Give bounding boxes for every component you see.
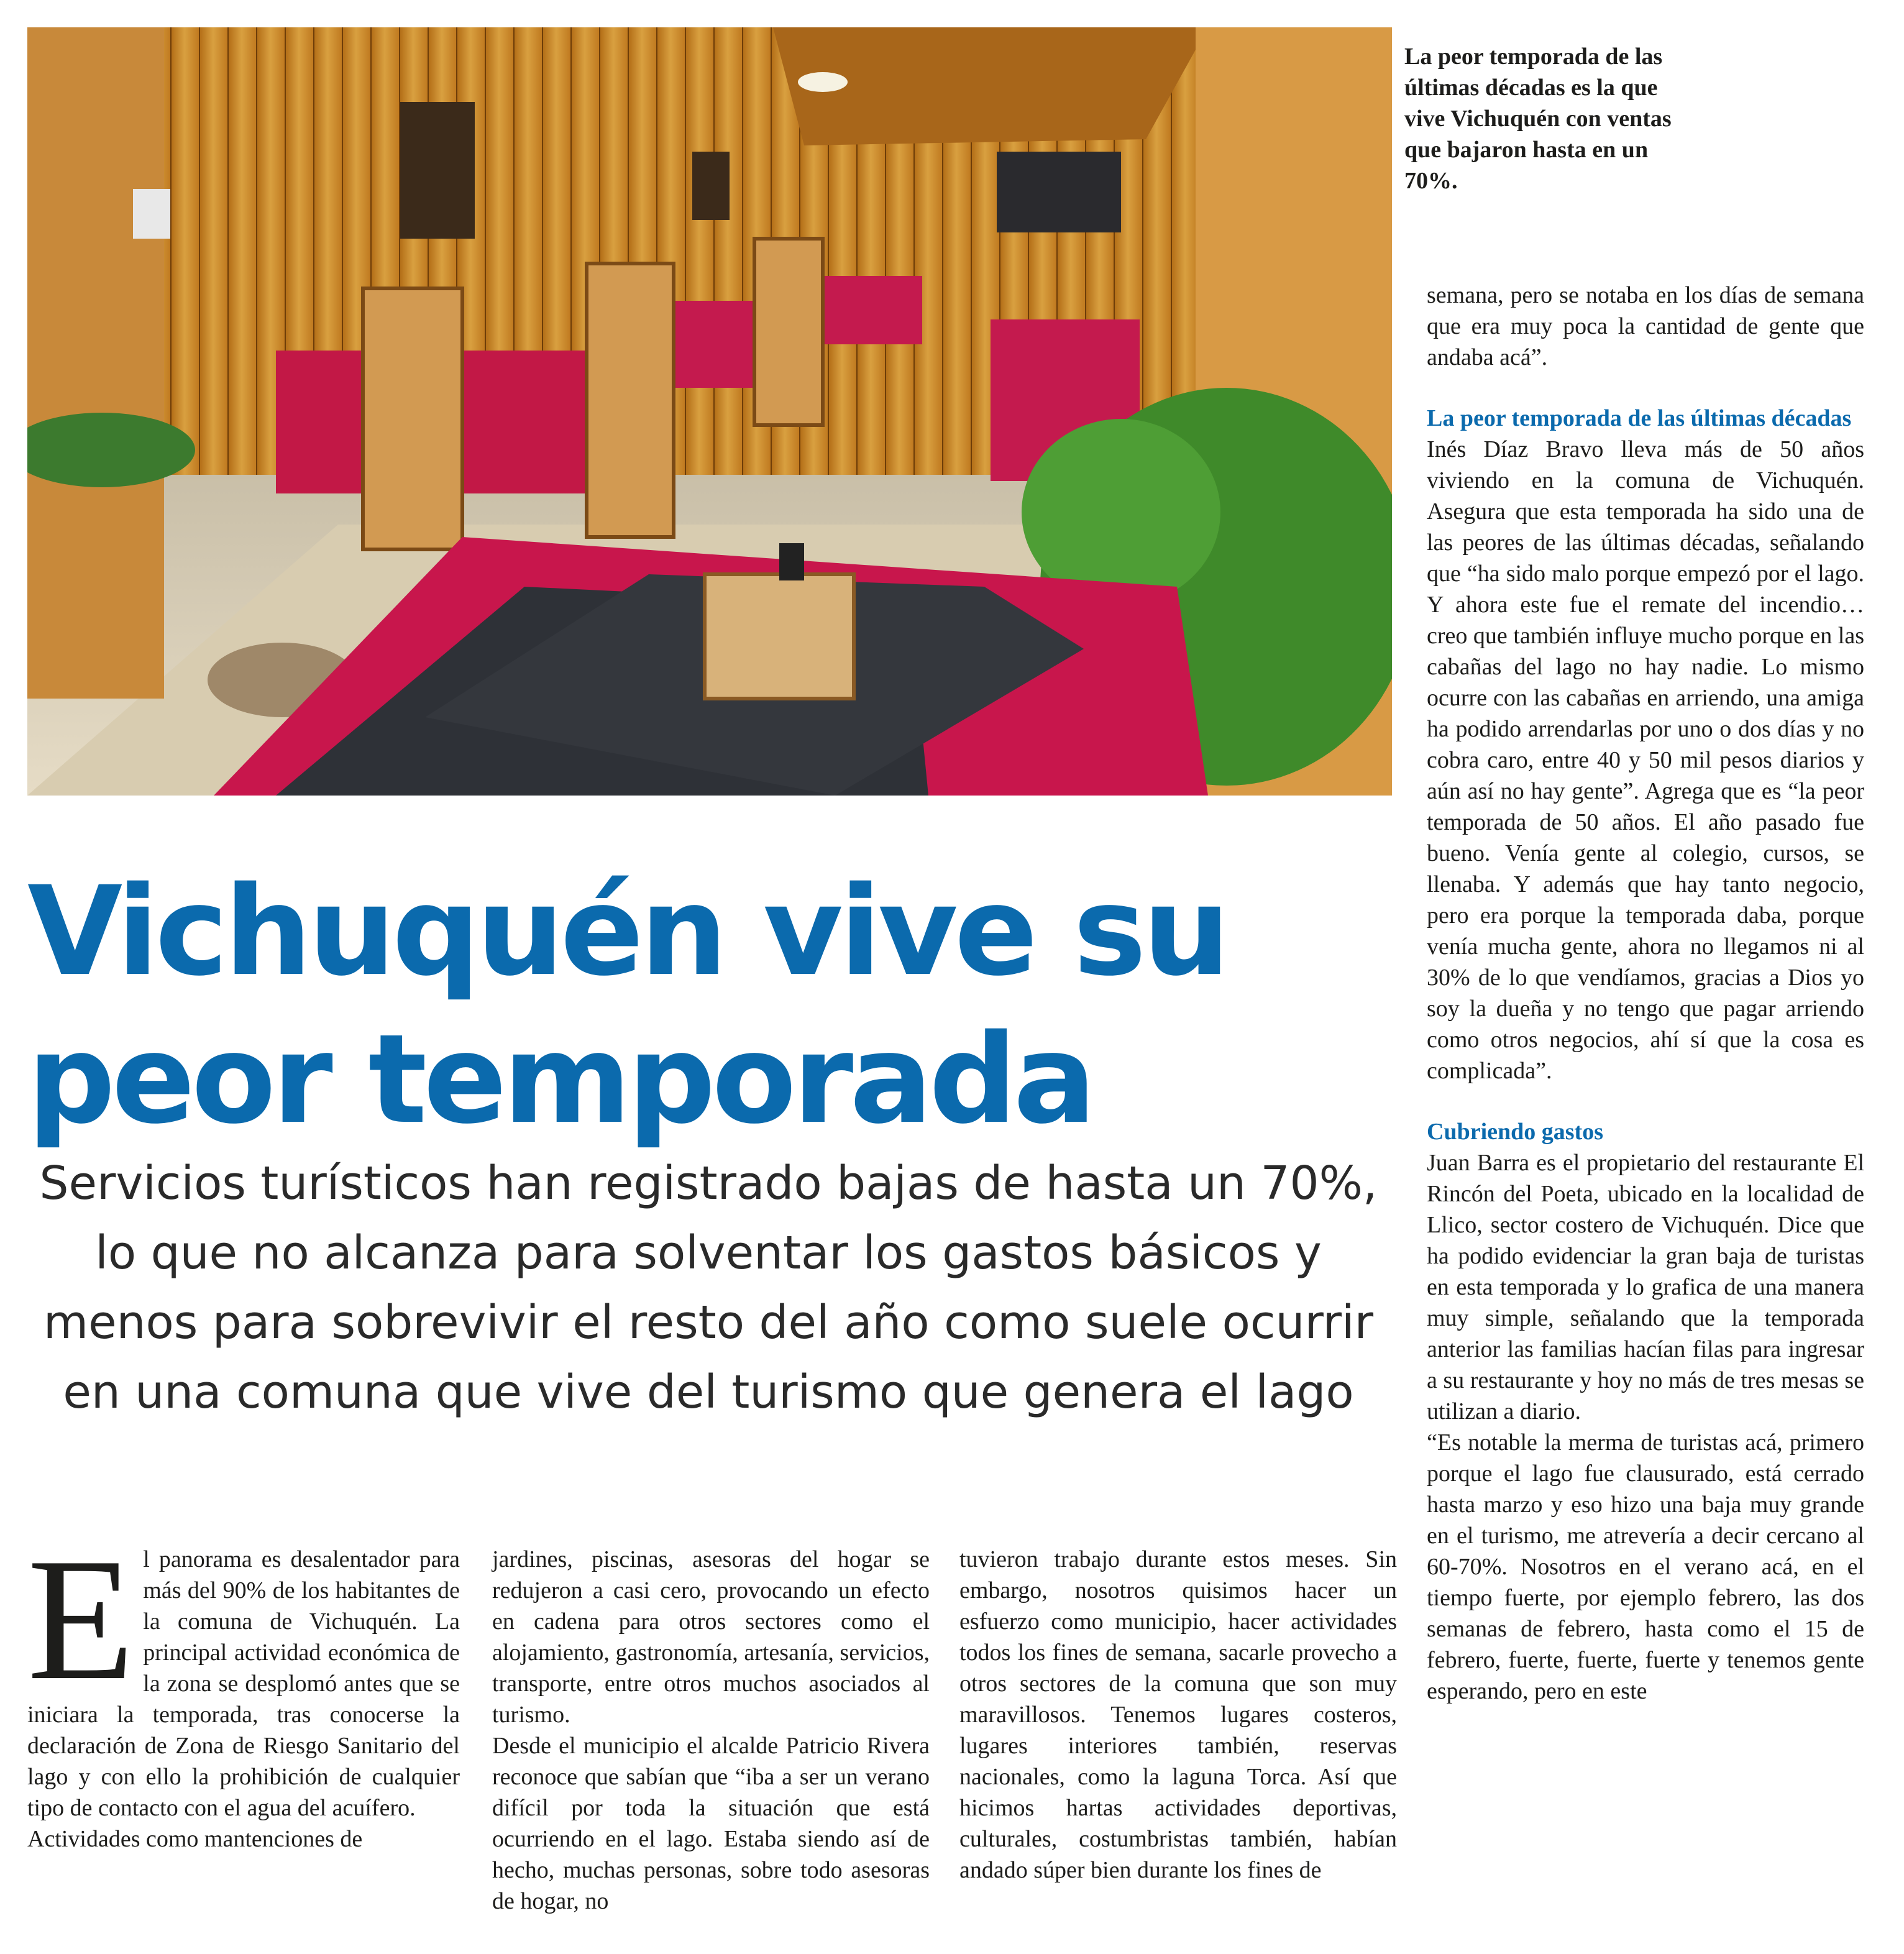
article-paragraph: semana, pero se notaba en los días de semana que era muy poca la cantidad de gente que andaba acá”.	[1427, 282, 1864, 370]
article-paragraph	[27, 1522, 460, 1823]
subheadline: Servicios turísticos han registrado bajas de hasta un 70%, lo que no alcanza para solventar los gastos básicos y menos para sobrevivir el resto del año como suele ocurrir en una comuna que vive del turismo que genera el lago	[39, 1157, 1378, 1419]
headline	[27, 858, 1332, 1154]
drop-cap: E	[27, 1522, 135, 1716]
article-column-3	[959, 1544, 1397, 1886]
section-subheading: La peor temporada de las últimas décadas	[1427, 405, 1852, 431]
article-column-2	[492, 1544, 930, 1917]
headline-line-2: peor temporada	[27, 1007, 1093, 1151]
article-paragraph: Desde el municipio el alcalde Patricio Rivera reconoce que sabían que “iba a ser un verano difícil por toda la situación que está ocurriendo en el lago. Estaba siendo así de hecho, muchas personas, sobre todo asesoras de hogar, no	[492, 1733, 930, 1914]
section-subheading: Cubriendo gastos	[1427, 1119, 1603, 1145]
photo-caption: La peor temporada de las últimas décadas es la que vive Vichuquén con ventas que bajaron hasta en un 70%.	[1404, 44, 1672, 194]
paragraph-text: l panorama es desalentador para más del 90% de los habitantes de la comuna de Vichuquén. La principal actividad económica de la zona se desplomó antes que se iniciara la temporada, tras conocerse la declaración de Zona de Riesgo Sanitario del lago y con ello la prohibición de cualquier tipo de contacto con el agua del acuífero.	[27, 1546, 460, 1821]
article-paragraph: tuvieron trabajo durante estos meses. Sin embargo, nosotros quisimos hacer un esfuerzo como municipio, hacer actividades todos los fines de semana, sacarle provecho a otros sectores de la comuna que son muy maravillosos. Tenemos lugares costeros, lugares interiores también, reservas nacionales, como la laguna Torca. Así que hicimos hartas actividades deportivas, culturales, costumbristas también, habían andado súper bien durante los fines de	[959, 1546, 1397, 1883]
article-column-1	[27, 1522, 460, 1855]
article-column-4	[1427, 280, 1864, 1707]
article-paragraph: “Es notable la merma de turistas acá, primero porque el lago fue clausurado, está cerrado hasta marzo y eso hizo una baja muy grande en el turismo, me atrevería a decir cercano al 60-70%. Nosotros en el verano acá, en el tiempo fuerte, por ejemplo febrero, las dos semanas de febrero, hasta como el 15 de febrero, fuerte, fuerte, fuerte y tenemos gente esperando, pero en este	[1427, 1429, 1864, 1704]
headline-line-1: Vichuquén vive su	[27, 860, 1227, 1003]
restaurant-interior-photo	[27, 27, 1392, 796]
article-paragraph: jardines, piscinas, asesoras del hogar se redujeron a casi cero, provocando un efecto en cadena para otros sectores como el alojamiento, gastronomía, artesanía, servicios, transporte, entre otros muchos asociados al turismo.	[492, 1546, 930, 1728]
article-paragraph: Actividades como mantenciones de	[27, 1826, 363, 1852]
article-paragraph: Inés Díaz Bravo lleva más de 50 años viviendo en la comuna de Vichuquén. Asegura que esta temporada ha sido una de las peores de las últimas décadas, señalando que “ha sido malo porque empezó por el lago. Y ahora este fue el remate del incendio… creo que también influye mucho porque en las cabañas del lago no hay nadie. Lo mismo ocurre con las cabañas en arriendo, una amiga ha podido arrendarlas por uno o dos días y no cobra caro, entre 40 y 50 mil pesos diarios y aún así no hay gente”. Agrega que es “la peor temporada de 50 años. El año pasado fue bueno. Venía gente al colegio, cursos, se llenaba. Y además que hay tanto negocio, pero era porque la temporada daba, porque venía mucha gente, ahora no llegamos ni al 30% de lo que vendíamos, gracias a Dios yo soy la dueña y no tengo que pagar arriendo como otros negocios, ahí sí que la cosa es complicada”.	[1427, 436, 1864, 1084]
article-paragraph: Juan Barra es el propietario del restaurante El Rincón del Poeta, ubicado en la localidad de Llico, sector costero de Vichuquén. Dice que ha podido evidenciar la gran baja de turistas en esta temporada y lo grafica de una manera muy simple, señalando que la temporada anterior las familias hacían filas para ingresar a su restaurante y hoy no más de tres mesas se utilizan a diario.	[1427, 1150, 1864, 1424]
